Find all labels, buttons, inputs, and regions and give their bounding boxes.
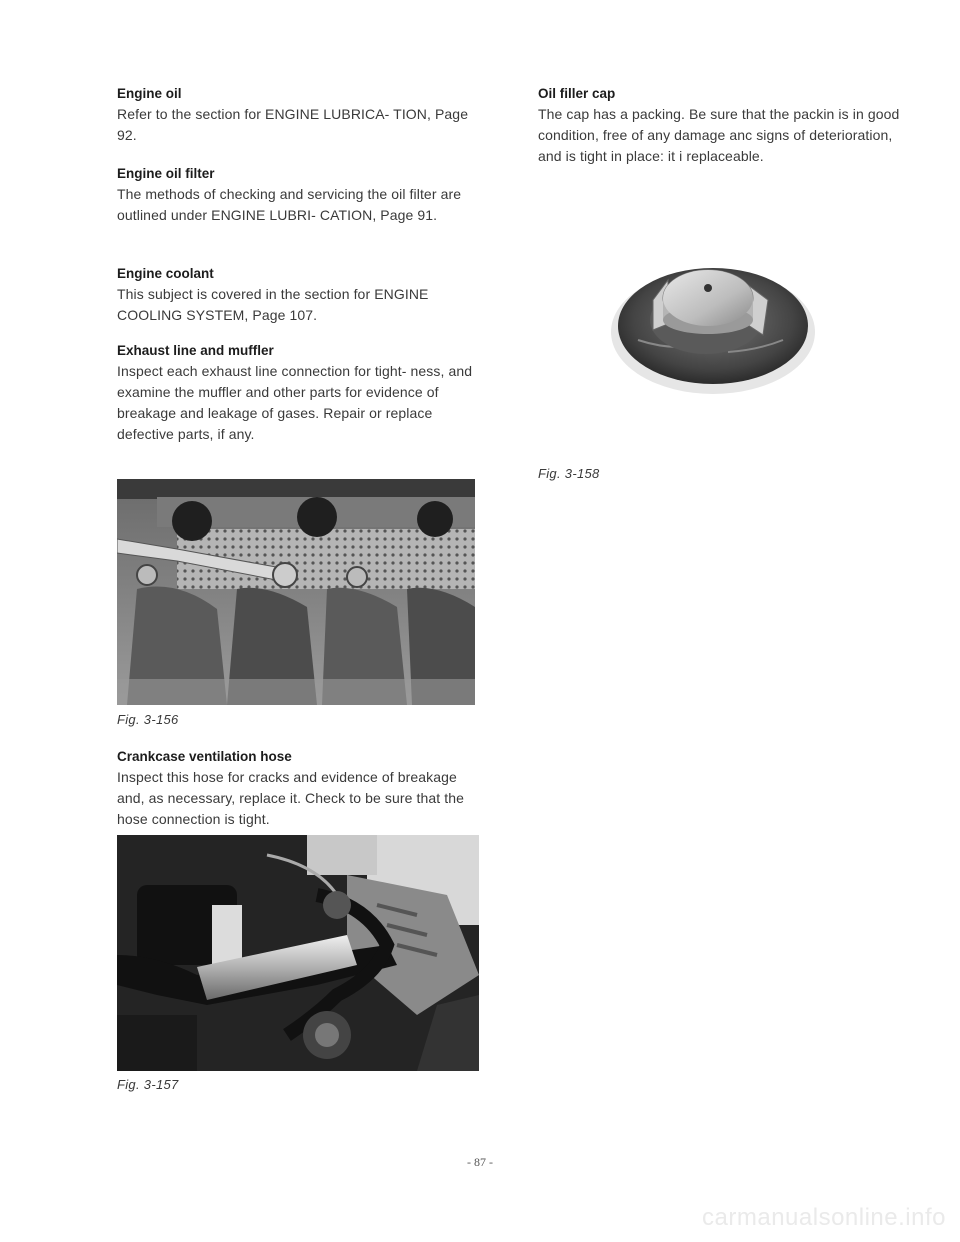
engine-coolant-heading: Engine coolant	[117, 266, 214, 281]
oil-filler-cap-photo	[608, 240, 818, 400]
oil-filler-cap-illustration	[608, 240, 818, 400]
crankcase-hose-photo	[117, 835, 479, 1071]
engine-oil-text: Refer to the section for ENGINE LUBRICA- TION, Page 92.	[117, 106, 469, 143]
fig-157-caption: Fig. 3-157	[117, 1077, 179, 1092]
engine-oil-section	[117, 84, 479, 146]
exhaust-text: Inspect each exhaust line connection for tight- ness, and examine the muffler and other parts for evidence of breakage and leakage of gases. Repair or replace defective parts, if any.	[117, 363, 473, 442]
engine-coolant-section	[117, 264, 479, 326]
exhaust-manifold-illustration	[117, 479, 475, 705]
crankcase-text: Inspect this hose for cracks and evidence of breakage and, as necessary, replace it. Check to be sure that the hose connection is tight.	[117, 769, 464, 827]
exhaust-manifold-photo	[117, 479, 475, 705]
engine-oil-filter-text: The methods of checking and servicing the oil filter are outlined under ENGINE LUBRI- CATION, Page 91.	[117, 186, 462, 223]
engine-oil-heading: Engine oil	[117, 86, 182, 101]
exhaust-section	[117, 341, 479, 445]
crankcase-heading: Crankcase ventilation hose	[117, 749, 292, 764]
exhaust-heading: Exhaust line and muffler	[117, 343, 274, 358]
engine-oil-filter-section	[117, 164, 479, 226]
watermark: carmanualsonline.info	[702, 1204, 946, 1231]
crankcase-hose-illustration	[117, 835, 479, 1071]
oil-filler-cap-section	[538, 84, 918, 167]
engine-oil-filter-heading: Engine oil filter	[117, 166, 215, 181]
crankcase-section	[117, 747, 479, 830]
engine-coolant-text: This subject is covered in the section for ENGINE COOLING SYSTEM, Page 107.	[117, 286, 429, 323]
oil-filler-cap-heading: Oil filler cap	[538, 86, 616, 101]
fig-158-caption: Fig. 3-158	[538, 466, 600, 481]
page-number: - 87 -	[467, 1155, 493, 1169]
fig-156-caption: Fig. 3-156	[117, 712, 179, 727]
oil-filler-cap-text: The cap has a packing. Be sure that the packin is in good condition, free of any damage anc signs of deterioration, and is tight in place: it i replaceable.	[538, 106, 900, 164]
